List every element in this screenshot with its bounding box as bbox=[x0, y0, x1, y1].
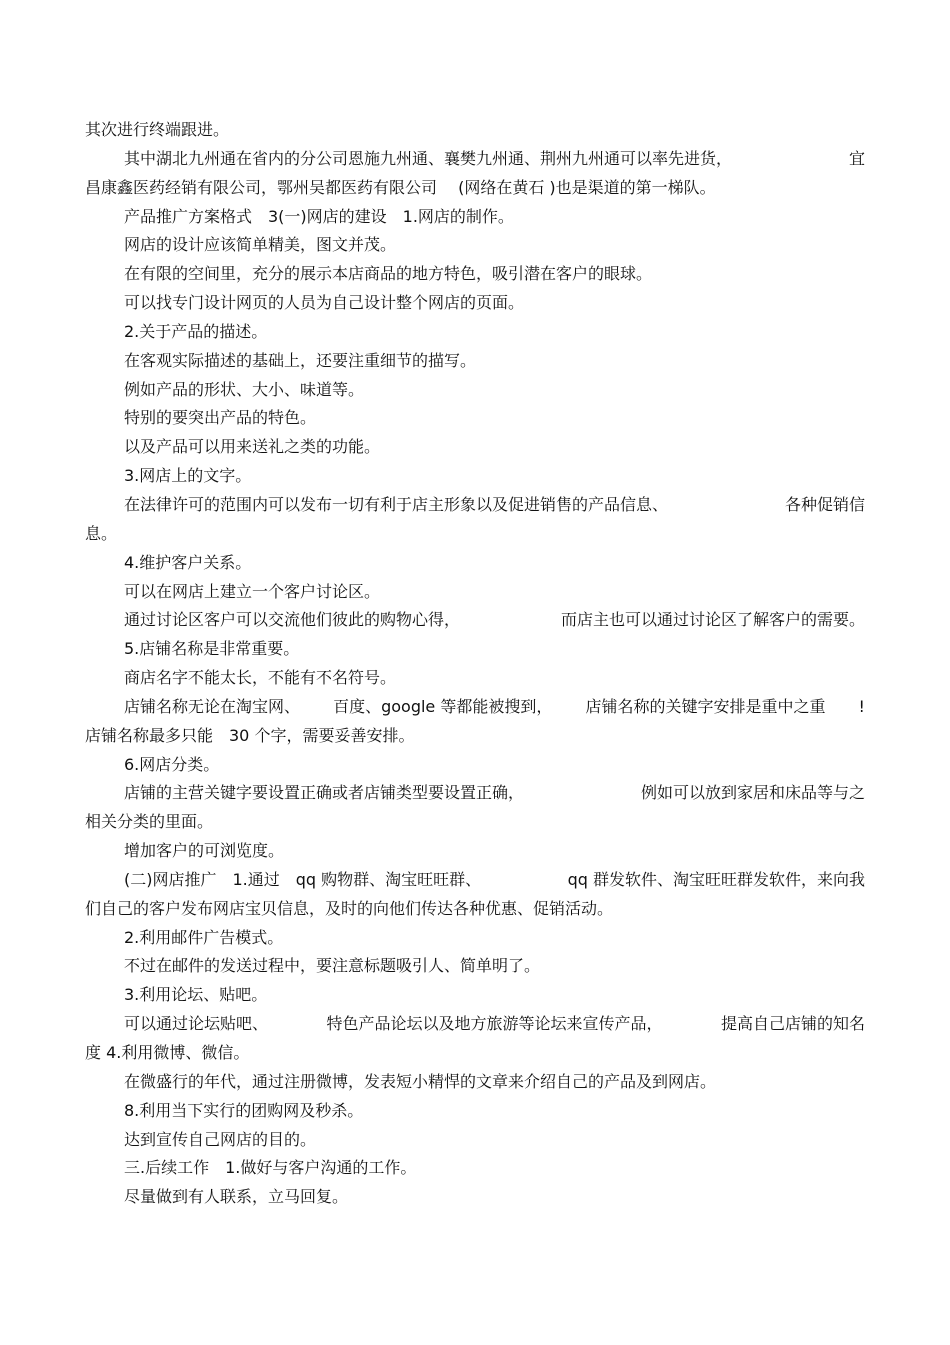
text-line bbox=[85, 751, 865, 780]
document-body bbox=[85, 116, 865, 1212]
text-segment: 昌康鑫医药经销有限公司，鄂州吴都医药有限公司 (网络在黄石 )也是渠道的第一梯队。 bbox=[85, 177, 716, 197]
text-segment: 三.后续工作 1.做好与客户沟通的工作。 bbox=[124, 1158, 417, 1178]
text-segment: 8.利用当下实行的团购网及秒杀。 bbox=[124, 1100, 364, 1120]
text-segment: 店铺名称无论在淘宝网、 bbox=[124, 696, 301, 716]
text-line bbox=[85, 520, 865, 549]
text-line bbox=[85, 606, 865, 635]
text-line bbox=[85, 462, 865, 491]
text-segment: (二)网店推广 1.通过 qq 购物群、淘宝旺旺群、 bbox=[124, 869, 482, 889]
text-segment: 在法律许可的范围内可以发布一切有利于店主形象以及促进销售的产品信息、 bbox=[124, 494, 669, 514]
text-segment: 度 4.利用微博、微信。 bbox=[85, 1043, 250, 1062]
text-segment: 增加客户的可浏览度。 bbox=[124, 841, 285, 861]
text-line bbox=[85, 1039, 865, 1068]
text-line bbox=[85, 404, 865, 433]
text-line bbox=[85, 635, 865, 664]
text-segment: 尽量做到有人联系，立马回复。 bbox=[124, 1187, 349, 1207]
text-line bbox=[85, 376, 865, 405]
text-segment: 而店主也可以通过讨论区了解客户的需要。 bbox=[560, 610, 865, 630]
text-segment: qq 群发软件、淘宝旺旺群发软件，来向我 bbox=[567, 869, 865, 889]
text-segment: 店铺名称的关键字安排是重中之重 bbox=[585, 696, 826, 716]
text-line bbox=[85, 1068, 865, 1097]
text-segment: 不过在邮件的发送过程中，要注意标题吸引人、简单明了。 bbox=[124, 956, 541, 976]
text-line bbox=[85, 866, 865, 895]
text-line bbox=[85, 116, 865, 145]
text-segment: 6.网店分类。 bbox=[124, 754, 220, 774]
text-segment: 在客观实际描述的基础上，还要注重细节的描写。 bbox=[124, 350, 477, 370]
text-segment: 可以通过论坛贴吧、 bbox=[124, 1014, 269, 1034]
text-line bbox=[85, 231, 865, 260]
text-segment: 相关分类的里面。 bbox=[85, 812, 214, 832]
text-line bbox=[85, 289, 865, 318]
text-line bbox=[85, 981, 865, 1010]
text-segment: 3.网店上的文字。 bbox=[124, 466, 252, 486]
text-line bbox=[85, 174, 865, 203]
text-line bbox=[85, 433, 865, 462]
text-line bbox=[85, 808, 865, 837]
text-segment: 达到宣传自己网店的目的。 bbox=[124, 1129, 317, 1149]
text-segment: 2.利用邮件广告模式。 bbox=[124, 927, 284, 947]
text-line bbox=[85, 837, 865, 866]
text-line bbox=[85, 1126, 865, 1155]
text-segment: 4.维护客户关系。 bbox=[124, 552, 252, 572]
text-line bbox=[85, 722, 865, 751]
text-line bbox=[85, 952, 865, 981]
text-segment: 宜 bbox=[848, 148, 865, 168]
text-line bbox=[85, 145, 865, 174]
text-line bbox=[85, 779, 865, 808]
text-segment: 息。 bbox=[85, 523, 118, 543]
text-segment: 在有限的空间里，充分的展示本店商品的地方特色，吸引潜在客户的眼球。 bbox=[124, 264, 653, 284]
text-line bbox=[85, 924, 865, 953]
text-segment: 例如可以放到家居和床品等与之 bbox=[640, 783, 865, 803]
text-segment: 产品推广方案格式 3(一)网店的建设 1.网店的制作。 bbox=[124, 206, 514, 226]
text-segment: 网店的设计应该简单精美，图文并茂。 bbox=[124, 235, 397, 255]
text-segment: 可以找专门设计网页的人员为自己设计整个网店的页面。 bbox=[124, 293, 525, 313]
text-line bbox=[85, 693, 865, 722]
text-segment: 们自己的客户发布网店宝贝信息，及时的向他们传达各种优惠、促销活动。 bbox=[85, 898, 614, 918]
text-segment: 商店名字不能太长，不能有不名符号。 bbox=[124, 668, 397, 688]
text-line bbox=[85, 1183, 865, 1212]
text-segment: 百度、google 等都能被搜到， bbox=[333, 696, 553, 716]
text-line bbox=[85, 895, 865, 924]
text-segment: 可以在网店上建立一个客户讨论区。 bbox=[124, 581, 381, 601]
text-segment: 特别的要突出产品的特色。 bbox=[124, 408, 317, 428]
text-segment: 3.利用论坛、贴吧。 bbox=[124, 985, 268, 1005]
text-line bbox=[85, 491, 865, 520]
text-line bbox=[85, 1010, 865, 1039]
text-segment: 通过讨论区客户可以交流他们彼此的购物心得， bbox=[124, 610, 461, 630]
text-line bbox=[85, 318, 865, 347]
text-segment: 其中湖北九州通在省内的分公司恩施九州通、襄樊九州通、荆州九州通可以率先进货， bbox=[124, 148, 733, 168]
text-line bbox=[85, 549, 865, 578]
text-segment: 店铺的主营关键字要设置正确或者店铺类型要设置正确， bbox=[124, 783, 525, 803]
text-segment: ! bbox=[858, 696, 865, 716]
text-segment: 店铺名称最多只能 30 个字，需要妥善安排。 bbox=[85, 725, 415, 745]
text-segment: 2.关于产品的描述。 bbox=[124, 321, 268, 341]
text-line bbox=[85, 578, 865, 607]
text-line bbox=[85, 260, 865, 289]
text-segment: 5.店铺名称是非常重要。 bbox=[124, 639, 300, 659]
text-segment: 特色产品论坛以及地方旅游等论坛来宣传产品， bbox=[326, 1014, 663, 1034]
text-segment: 在微盛行的年代，通过注册微博，发表短小精悍的文章来介绍自己的产品及到网店。 bbox=[124, 1071, 717, 1091]
text-line bbox=[85, 1154, 865, 1183]
text-segment: 提高自己店铺的知名 bbox=[720, 1014, 865, 1034]
text-segment: 例如产品的形状、大小、味道等。 bbox=[124, 379, 365, 399]
text-segment: 以及产品可以用来送礼之类的功能。 bbox=[124, 437, 381, 457]
text-line bbox=[85, 1097, 865, 1126]
text-line bbox=[85, 203, 865, 232]
text-line bbox=[85, 347, 865, 376]
text-segment: 其次进行终端跟进。 bbox=[85, 120, 230, 139]
text-line bbox=[85, 664, 865, 693]
text-segment: 各种促销信 bbox=[784, 494, 865, 514]
